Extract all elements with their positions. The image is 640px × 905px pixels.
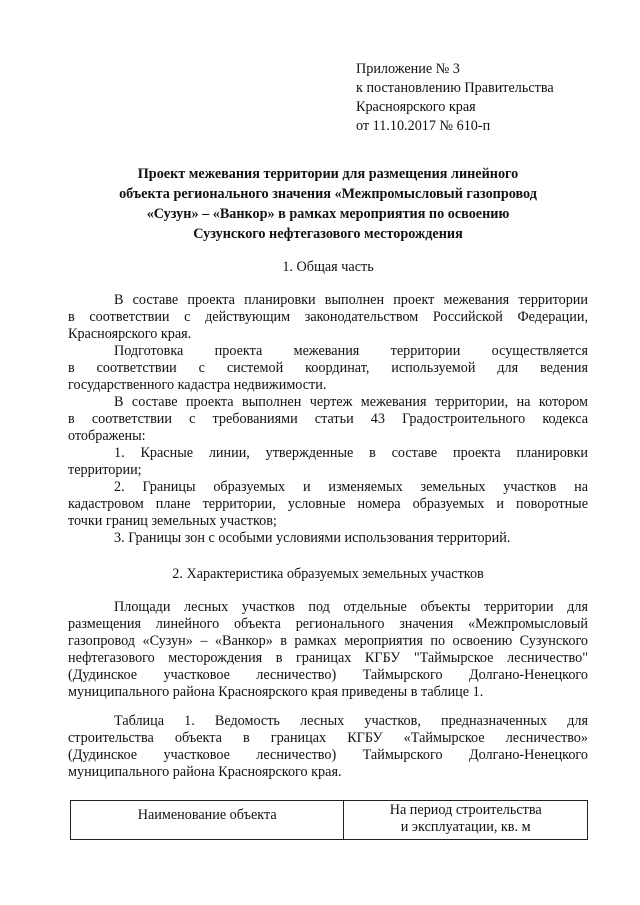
paragraph-line: в соответствии с системой координат, используемой для ведения — [68, 360, 588, 376]
paragraph-line: В составе проекта выполнен чертеж межевания территории, на котором — [114, 394, 588, 410]
table-header-object-name: Наименование объекта — [71, 801, 344, 840]
title-line: Проект межевания территории для размещения линейного — [137, 166, 519, 182]
caption-line: (Дудинское участковое лесничество) Таймырского Долгано-Ненецкого — [68, 747, 588, 763]
title-line: «Сузун» – «Ванкор» в рамках мероприятия по освоению — [146, 206, 510, 222]
list-item-line: точки границ земельных участков; — [68, 513, 277, 529]
paragraph-line: Красноярского края. — [68, 326, 192, 342]
appendix-region: Красноярского края — [356, 99, 476, 115]
paragraph-line: Подготовка проекта межевания территории осуществляется — [114, 343, 588, 359]
list-item-line: территории; — [68, 462, 142, 478]
paragraph-line: (Дудинское участковое лесничество) Таймырского Долгано-Ненецкого — [68, 667, 588, 683]
header-line: и эксплуатации, кв. м — [400, 819, 531, 835]
paragraph-line: нефтегазового месторождения в границах КГБУ "Таймырское лесничество" — [68, 650, 588, 666]
paragraph-line: муниципального района Красноярского края приведены в таблице 1. — [68, 684, 484, 700]
section1-heading: 1. Общая часть — [282, 259, 374, 275]
header-line: На период строительства — [389, 802, 542, 818]
caption-line: строительства объекта в границах КГБУ «Таймырское лесничество» — [68, 730, 588, 746]
appendix-resolution-ref: к постановлению Правительства — [356, 80, 554, 96]
list-item-line: 2. Границы образуемых и изменяемых земельных участков на — [114, 479, 588, 495]
appendix-block — [356, 60, 554, 136]
paragraph-line: в соответствии с действующим законодательством Российской Федерации, — [68, 309, 588, 325]
table-caption — [68, 713, 588, 781]
paragraph-line: Площади лесных участков под отдельные объекты территории для — [114, 599, 588, 615]
list-item-line: 3. Границы зон с особыми условиями использования территорий. — [114, 530, 511, 546]
paragraph-line: отображены: — [68, 428, 146, 444]
caption-line: муниципального района Красноярского края. — [68, 764, 342, 780]
table-header-row — [71, 801, 588, 840]
paragraph-line: газопровод «Сузун» – «Ванкор» в рамках мероприятия по освоению Сузунского — [68, 633, 588, 649]
paragraph-line: в соответствии с требованиями статьи 43 Градостроительного кодекса — [68, 411, 588, 427]
title-line: Сузунского нефтегазового месторождения — [193, 226, 463, 242]
paragraph-line: государственного кадастра недвижимости. — [68, 377, 327, 393]
list-item-line: 1. Красные линии, утвержденные в составе проекта планировки — [114, 445, 588, 461]
appendix-number: Приложение № 3 — [356, 61, 460, 77]
title-line: объекта регионального значения «Межпромысловый газопровод — [119, 186, 537, 202]
section2-heading: 2. Характеристика образуемых земельных участков — [172, 566, 484, 582]
paragraph-line: В составе проекта планировки выполнен проект межевания территории — [114, 292, 588, 308]
table-header-period — [344, 801, 588, 840]
list-item-line: кадастровом плане территории, условные номера образуемых и поворотные — [68, 496, 588, 512]
document-title — [60, 164, 596, 244]
caption-line: Таблица 1. Ведомость лесных участков, предназначенных для — [114, 713, 588, 729]
forest-plots-table — [70, 800, 588, 840]
appendix-date: от 11.10.2017 № 610-п — [356, 118, 491, 134]
section2-body — [68, 599, 588, 701]
section1-body — [68, 292, 588, 547]
paragraph-line: размещения линейного объекта регионального значения «Межпромысловый — [68, 616, 588, 632]
